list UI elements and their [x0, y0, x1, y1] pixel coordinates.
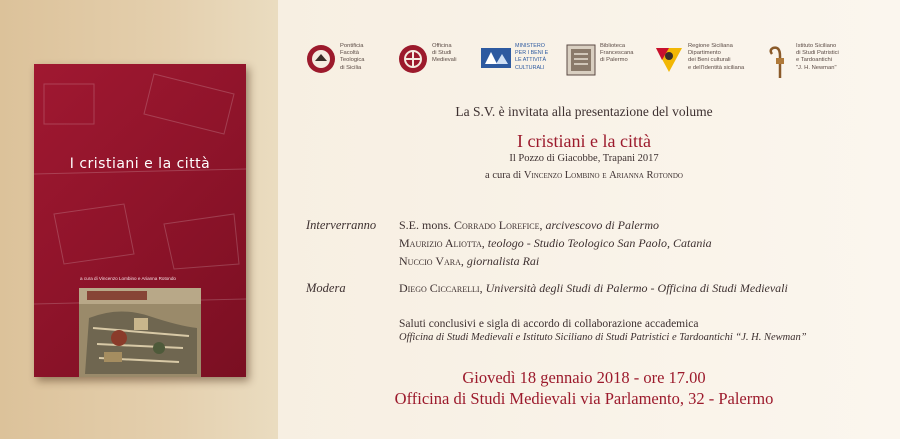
logos-row: [306, 40, 866, 84]
speaker-line: S.E. mons. Corrado Lorefice, arcivescovo di Palermo: [399, 218, 659, 232]
speakers-label: Interverranno: [306, 218, 377, 232]
logo-text-line: Biblioteca: [600, 43, 626, 49]
logo-text-line: di Studi Patristici: [796, 50, 839, 57]
closing-subtitle: Officina di Studi Medievali e Istituto Siciliano di Studi Patristici e Tardoantichi “J. H. Newman”: [399, 332, 807, 343]
speaker-name: Nuccio Vara: [399, 254, 461, 268]
seal-icon: [398, 44, 428, 74]
moderator-name: Diego Ciccarelli: [399, 281, 480, 295]
logo-text-line: Pontificia: [340, 43, 364, 49]
book-cover: [34, 64, 246, 377]
speaker-prefix: S.E. mons.: [399, 218, 452, 232]
logo-text-line: Medievali: [432, 57, 457, 64]
invitation-intro: La S.V. è invitata alla presentazione del volume: [455, 104, 713, 119]
logo-text-line: Facoltà: [340, 50, 360, 57]
speaker-role: arcivescovo di Palermo: [545, 218, 659, 232]
book-title: I cristiani e la città: [517, 131, 651, 151]
mibac-logo-icon: [481, 44, 511, 72]
event-venue: Officina di Studi Medievali via Parlamento, 32 - Palermo: [394, 389, 774, 408]
trinacria-icon: [654, 44, 684, 74]
logo-text-line: LE ATTIVITÀ: [515, 57, 547, 64]
logo-text-line: di Palermo: [600, 57, 628, 64]
logo-text-line: PER I BENI E: [515, 50, 549, 57]
logo-text-line: e Tardoantichi: [796, 57, 832, 64]
speaker-role: giornalista Rai: [466, 254, 540, 268]
logo-text-line: Officina: [432, 43, 452, 49]
logo-text-line: di Sicilia: [340, 64, 362, 71]
library-emblem-icon: [566, 44, 596, 76]
logo-text-line: Istituto Siciliano: [796, 43, 837, 49]
logo-text-line: "J. H. Newman": [796, 64, 837, 71]
logo-text-line: di Studi: [432, 50, 452, 57]
editor-name: Vincenzo Lombino: [523, 170, 600, 181]
editors-line: [304, 170, 864, 181]
cover-editors: a cura di Vincenzo Lombino e Arianna Rotondo: [80, 276, 176, 281]
cover-title: I cristiani e la città: [69, 156, 211, 172]
moderator-role: Università degli Studi di Palermo - Officina di Studi Medievali: [485, 281, 788, 295]
logo-text-line: Regione Siciliana: [688, 43, 733, 49]
moderator-line: Diego Ciccarelli, Università degli Studi di Palermo - Officina di Studi Medievali: [399, 281, 788, 295]
speaker-name: Maurizio Aliotta: [399, 236, 482, 250]
logo-text-line: e dell'Identità siciliana: [688, 64, 745, 71]
logo-text-line: Dipartimento: [688, 50, 721, 57]
event-date: Giovedì 18 gennaio 2018 - ore 17.00: [462, 368, 706, 387]
editors-conjunction: e: [602, 170, 607, 181]
crozier-icon: [768, 44, 792, 80]
logo-text-line: dei Beni culturali: [688, 57, 731, 64]
moderator-label: Modera: [306, 281, 346, 295]
logo-text-line: MINISTERO: [515, 43, 545, 49]
speaker-line: Nuccio Vara, giornalista Rai: [399, 254, 540, 268]
madaba-map-image: [79, 288, 201, 377]
speaker-line: Maurizio Aliotta, teologo - Studio Teologico San Paolo, Catania: [399, 236, 712, 250]
editor-name: Arianna Rotondo: [609, 170, 683, 181]
publisher-line: Il Pozzo di Giacobbe, Trapani 2017: [509, 153, 659, 164]
logo-text-line: Teologica: [340, 57, 365, 64]
speaker-name: Corrado Lorefice: [454, 218, 540, 232]
editors-prefix: a cura di: [485, 170, 522, 181]
logo-text-line: Francescana: [600, 50, 634, 57]
closing-title: Saluti conclusivi e sigla di accordo di collaborazione accademica: [399, 318, 699, 330]
logo-text-line: CULTURALI: [515, 64, 545, 71]
speaker-role: teologo - Studio Teologico San Paolo, Catania: [487, 236, 712, 250]
seal-icon: [306, 44, 336, 74]
